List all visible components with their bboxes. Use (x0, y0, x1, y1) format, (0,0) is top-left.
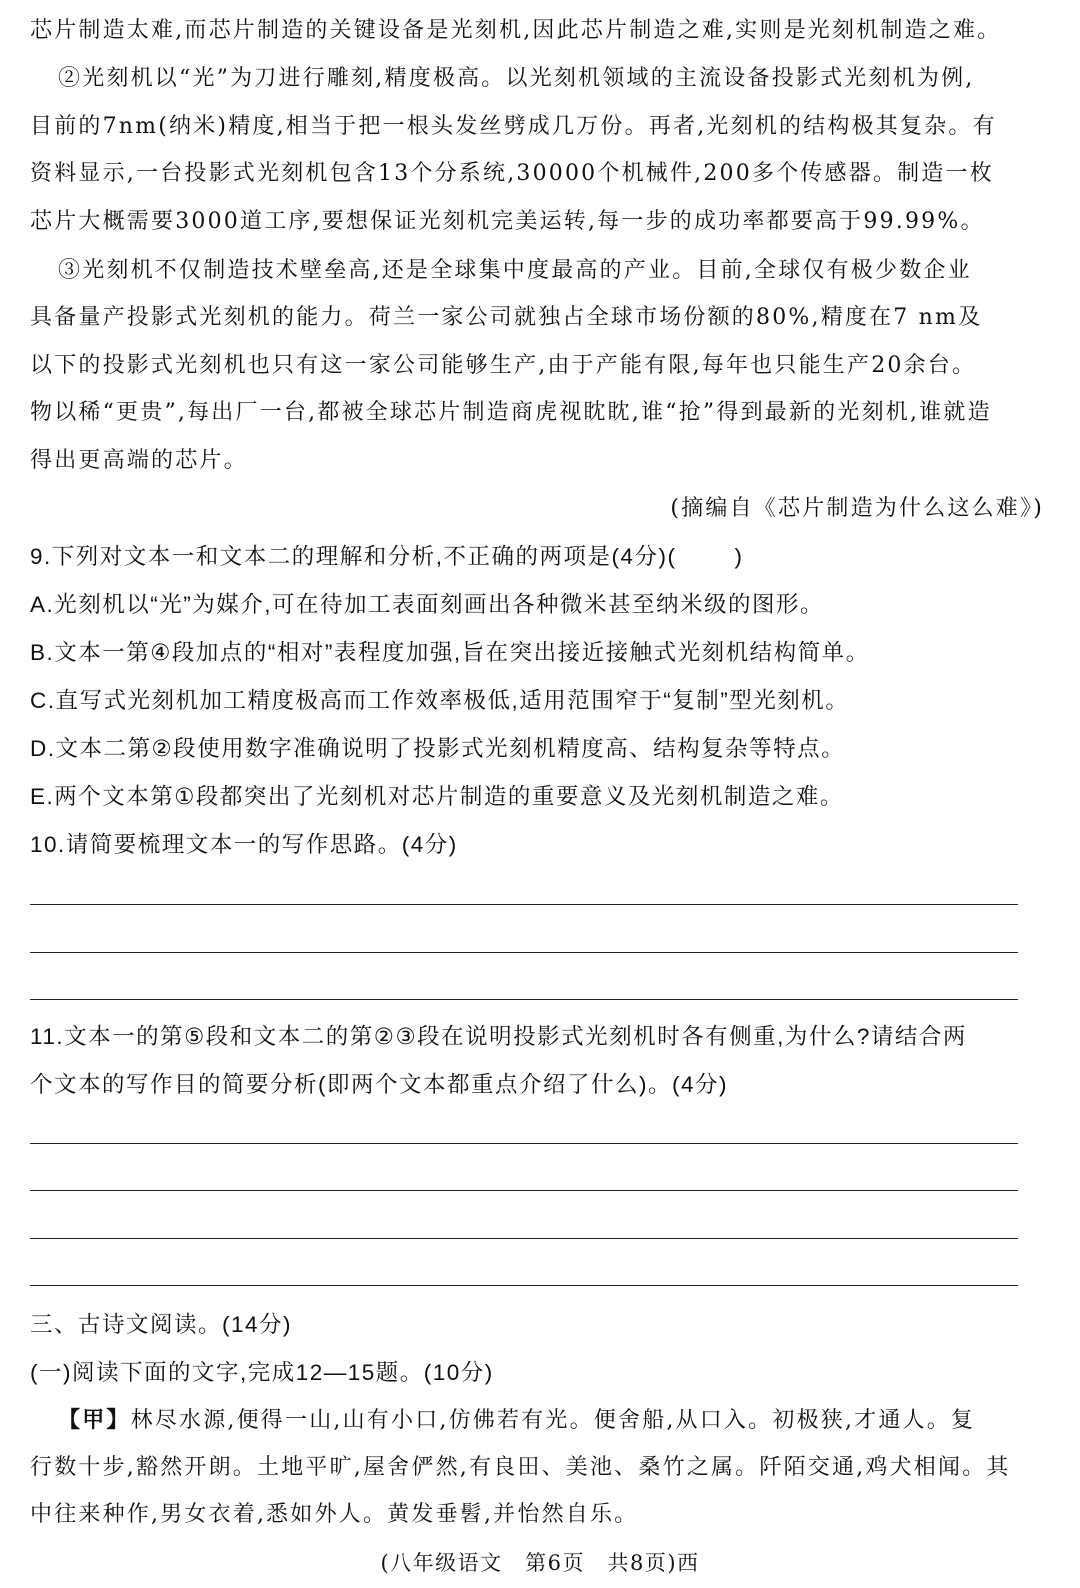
passage-line: 以下的投影式光刻机也只有这一家公司能够生产,由于产能有限,每年也只能生产20余台。 (30, 353, 977, 378)
classical-text: 林尽水源,便得一山,山有小口,仿佛若有光。便舍船,从口入。初极狭,才通人。复 (130, 1408, 976, 1433)
answer-line[interactable] (30, 952, 1018, 953)
question-9-stem (30, 542, 1050, 572)
passage-line: 芯片大概需要3000道工序,要想保证光刻机完美运转,每一步的成功率都要高于99.99%。 (30, 209, 985, 234)
passage-source: (摘编自《芯片制造为什么这么难》) (670, 496, 1044, 521)
jia-label: 【甲】 (58, 1407, 131, 1433)
option-e: E.两个文本第①段都突出了光刻机对芯片制造的重要意义及光刻机制造之难。 (30, 784, 844, 809)
passage-line: 得出更高端的芯片。 (30, 448, 248, 473)
passage-line: 具备量产投影式光刻机的能力。荷兰一家公司就独占全球市场份额的80%,精度在7 nm及 (30, 305, 983, 330)
section-3-subtitle: (一)阅读下面的文字,完成12—15题。(10分) (30, 1360, 494, 1385)
passage-line: ③光刻机不仅制造技术壁垒高,还是全球集中度最高的产业。目前,全球仅有极少数企业 (58, 258, 972, 283)
passage-line: 目前的7nm(纳米)精度,相当于把一根头发丝劈成几万份。再者,光刻机的结构极其复杂。有 (30, 114, 997, 139)
answer-line[interactable] (30, 1238, 1018, 1239)
passage-line: ②光刻机以“光”为刀进行雕刻,精度极高。以光刻机领域的主流设备投影式光刻机为例, (58, 66, 975, 91)
classical-text-line: 行数十步,豁然开朗。土地平旷,屋舍俨然,有良田、美池、桑竹之属。阡陌交通,鸡犬相闻。其 (30, 1455, 1011, 1480)
classical-text-line: 中往来种作,男女衣着,悉如外人。黄发垂髫,并怡然自乐。 (30, 1502, 639, 1527)
answer-line[interactable] (30, 1190, 1018, 1191)
option-a: A.光刻机以“光”为媒介,可在待加工表面刻画出各种微米甚至纳米级的图形。 (30, 592, 824, 617)
passage-line: 物以稀“更贵”,每出厂一台,都被全球芯片制造商虎视眈眈,谁“抢”得到最新的光刻机,谁就造 (30, 400, 992, 425)
option-d: D.文本二第②段使用数字准确说明了投影式光刻机精度高、结构复杂等特点。 (30, 736, 846, 761)
answer-line[interactable] (30, 1143, 1018, 1144)
question-9-text: 9.下列对文本一和文本二的理解和分析,不正确的两项是(4分)( (30, 544, 677, 569)
question-9-paren-close: ) (734, 544, 744, 569)
question-11-stem-cont: 个文本的写作目的简要分析(即两个文本都重点介绍了什么)。(4分) (30, 1072, 728, 1097)
answer-line[interactable] (30, 904, 1018, 905)
classical-text-line (58, 1405, 1050, 1436)
passage-line: 资料显示,一台投影式光刻机包含13个分系统,30000个机械件,200多个传感器。制造一枚 (30, 161, 994, 186)
answer-line[interactable] (30, 999, 1018, 1000)
section-3-title: 三、古诗文阅读。(14分) (30, 1312, 293, 1337)
answer-line[interactable] (30, 1285, 1018, 1286)
option-c: C.直写式光刻机加工精度极高而工作效率极低,适用范围窄于“复制”型光刻机。 (30, 688, 850, 713)
question-11-stem: 11.文本一的第⑤段和文本二的第②③段在说明投影式光刻机时各有侧重,为什么?请结合两 (30, 1024, 967, 1049)
question-10-stem: 10.请简要梳理文本一的写作思路。(4分) (30, 832, 458, 857)
passage-line: 芯片制造太难,而芯片制造的关键设备是光刻机,因此芯片制造之难,实则是光刻机制造之难。 (30, 18, 1002, 43)
option-b: B.文本一第④段加点的“相对”表程度加强,旨在突出接近接触式光刻机结构简单。 (30, 640, 870, 665)
page-footer: (八年级语文 第6页 共8页)西 (380, 1551, 700, 1575)
